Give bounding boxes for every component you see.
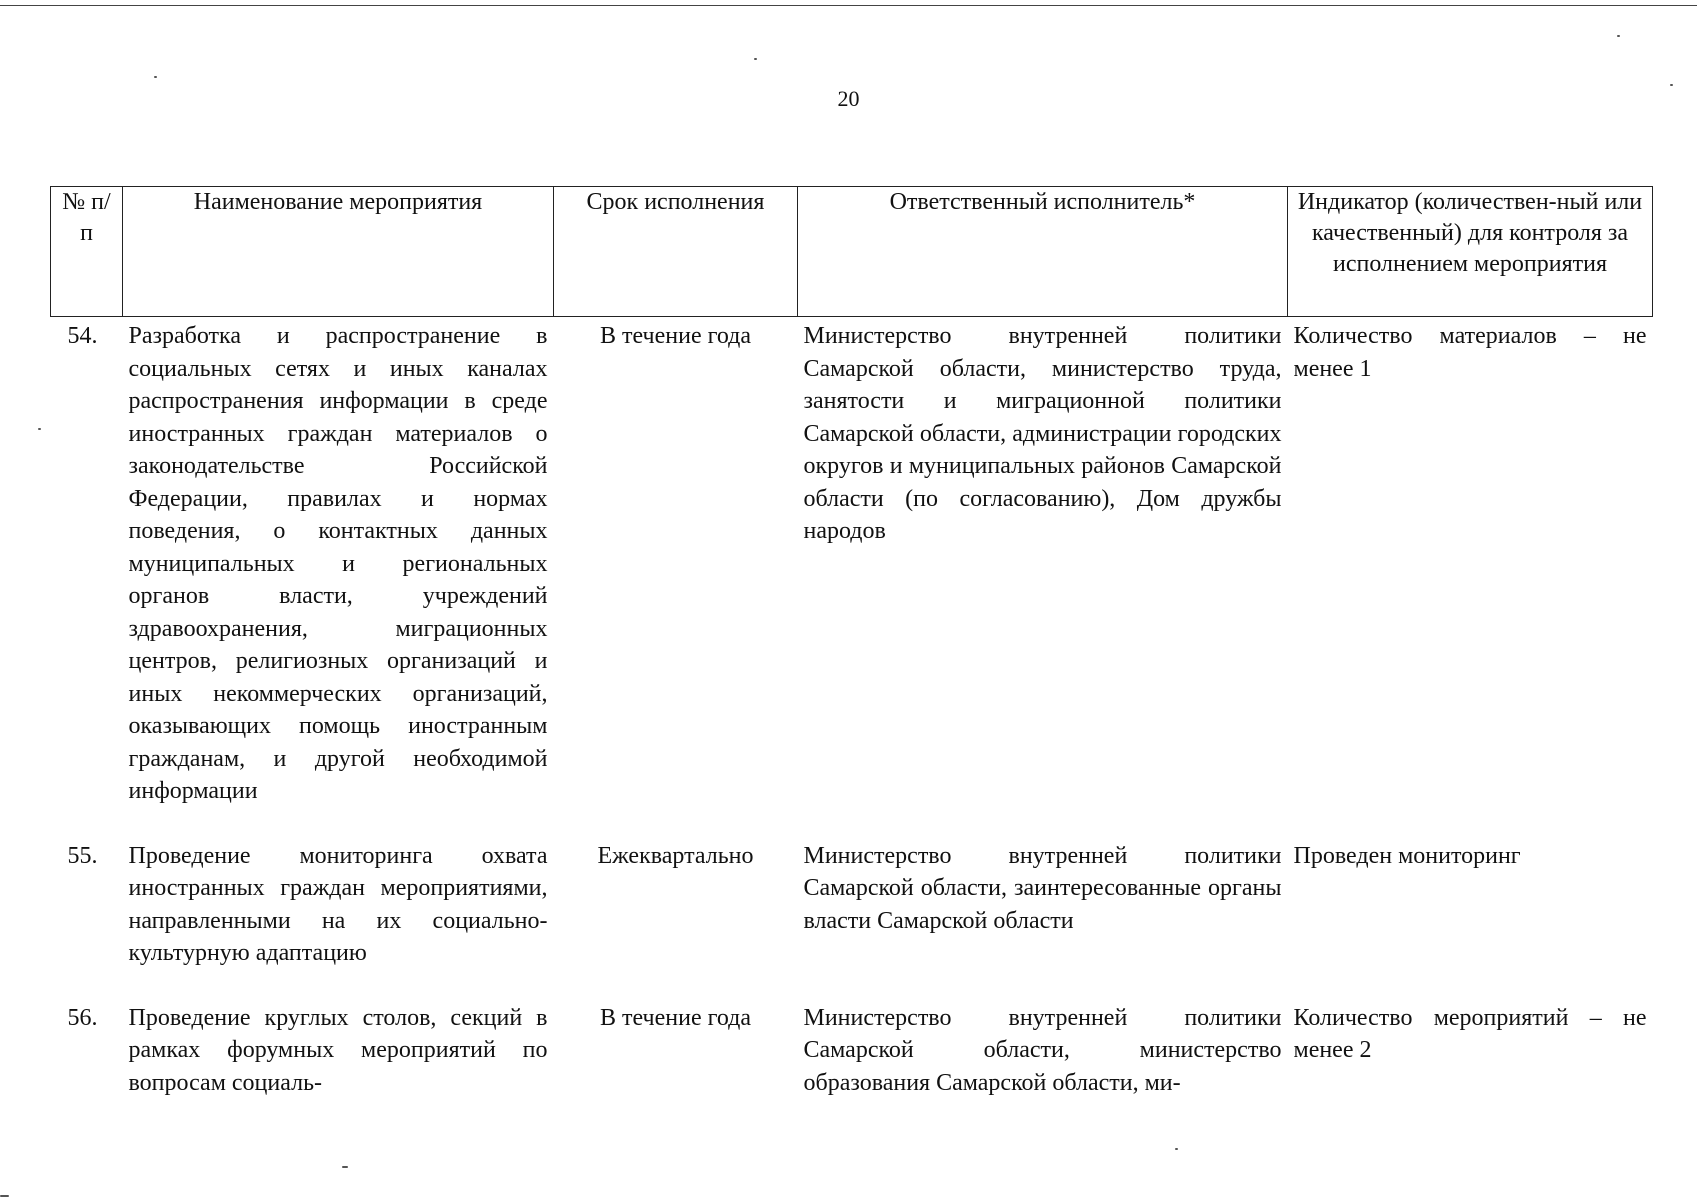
activity-name: Проведение круглых столов, секций в рамках форумных мероприятий по вопросам социаль- xyxy=(128,1004,548,1096)
scan-speck xyxy=(0,1195,9,1197)
header-deadline: Срок исполнения xyxy=(554,187,798,317)
scan-speck xyxy=(1175,1148,1178,1150)
table-row xyxy=(51,840,1653,1002)
scan-speck xyxy=(154,76,157,78)
scan-speck xyxy=(38,428,41,430)
table-header-row xyxy=(51,187,1653,317)
indicator: Проведен мониторинг xyxy=(1293,842,1521,869)
row-number: 54. xyxy=(67,323,98,349)
top-rule xyxy=(0,5,1697,6)
deadline: В течение года xyxy=(599,1004,752,1031)
table-row xyxy=(51,1002,1653,1100)
responsible-executor: Министерство внутренней политики Самарской области, министерство образования Самарской области, ми- xyxy=(803,1004,1282,1096)
header-responsible: Ответственный исполнитель* xyxy=(798,187,1288,317)
indicator: Количество мероприятий – не менее 2 xyxy=(1293,1004,1647,1063)
deadline: Ежеквартально xyxy=(597,842,754,869)
page-number: 20 xyxy=(837,86,860,111)
indicator: Количество материалов – не менее 1 xyxy=(1293,323,1647,382)
deadline: В течение года xyxy=(599,323,752,349)
row-number: 56. xyxy=(67,1004,98,1031)
activities-table xyxy=(50,186,1653,1099)
header-number: № п/п xyxy=(51,187,123,317)
scan-speck xyxy=(1617,35,1620,37)
row-number: 55. xyxy=(67,842,98,869)
scan-speck xyxy=(754,58,757,60)
header-indicator: Индикатор (количествен-ный или качественный) для контроля за исполнением мероприятия xyxy=(1288,187,1653,317)
scan-speck xyxy=(342,1166,348,1168)
table-row xyxy=(51,317,1653,840)
activity-name: Проведение мониторинга охвата иностранных граждан мероприятиями, направленными на их социально-культурную адаптацию xyxy=(128,842,548,966)
header-activity-name: Наименование мероприятия xyxy=(123,187,554,317)
responsible-executor: Министерство внутренней политики Самарской области, заинтересованные органы власти Самарской области xyxy=(803,842,1282,934)
responsible-executor: Министерство внутренней политики Самарской области, министерство труда, занятости и миграционной политики Самарской области, администрации городских округов и муниципальных районов Самарской области (по согласованию), Дом дружбы народов xyxy=(803,323,1282,544)
activity-name: Разработка и распространение в социальных сетях и иных каналах распространения информации в среде иностранных граждан материалов о законодательстве Российской Федерации, правилах и нормах поведения, о контактных данных муниципальных и региональных органов власти, учреждений здравоохранения, миграционных центров, религиозных организаций и иных некоммерческих организаций, оказывающих помощь иностранным гражданам, и другой необходимой информации xyxy=(128,323,548,804)
